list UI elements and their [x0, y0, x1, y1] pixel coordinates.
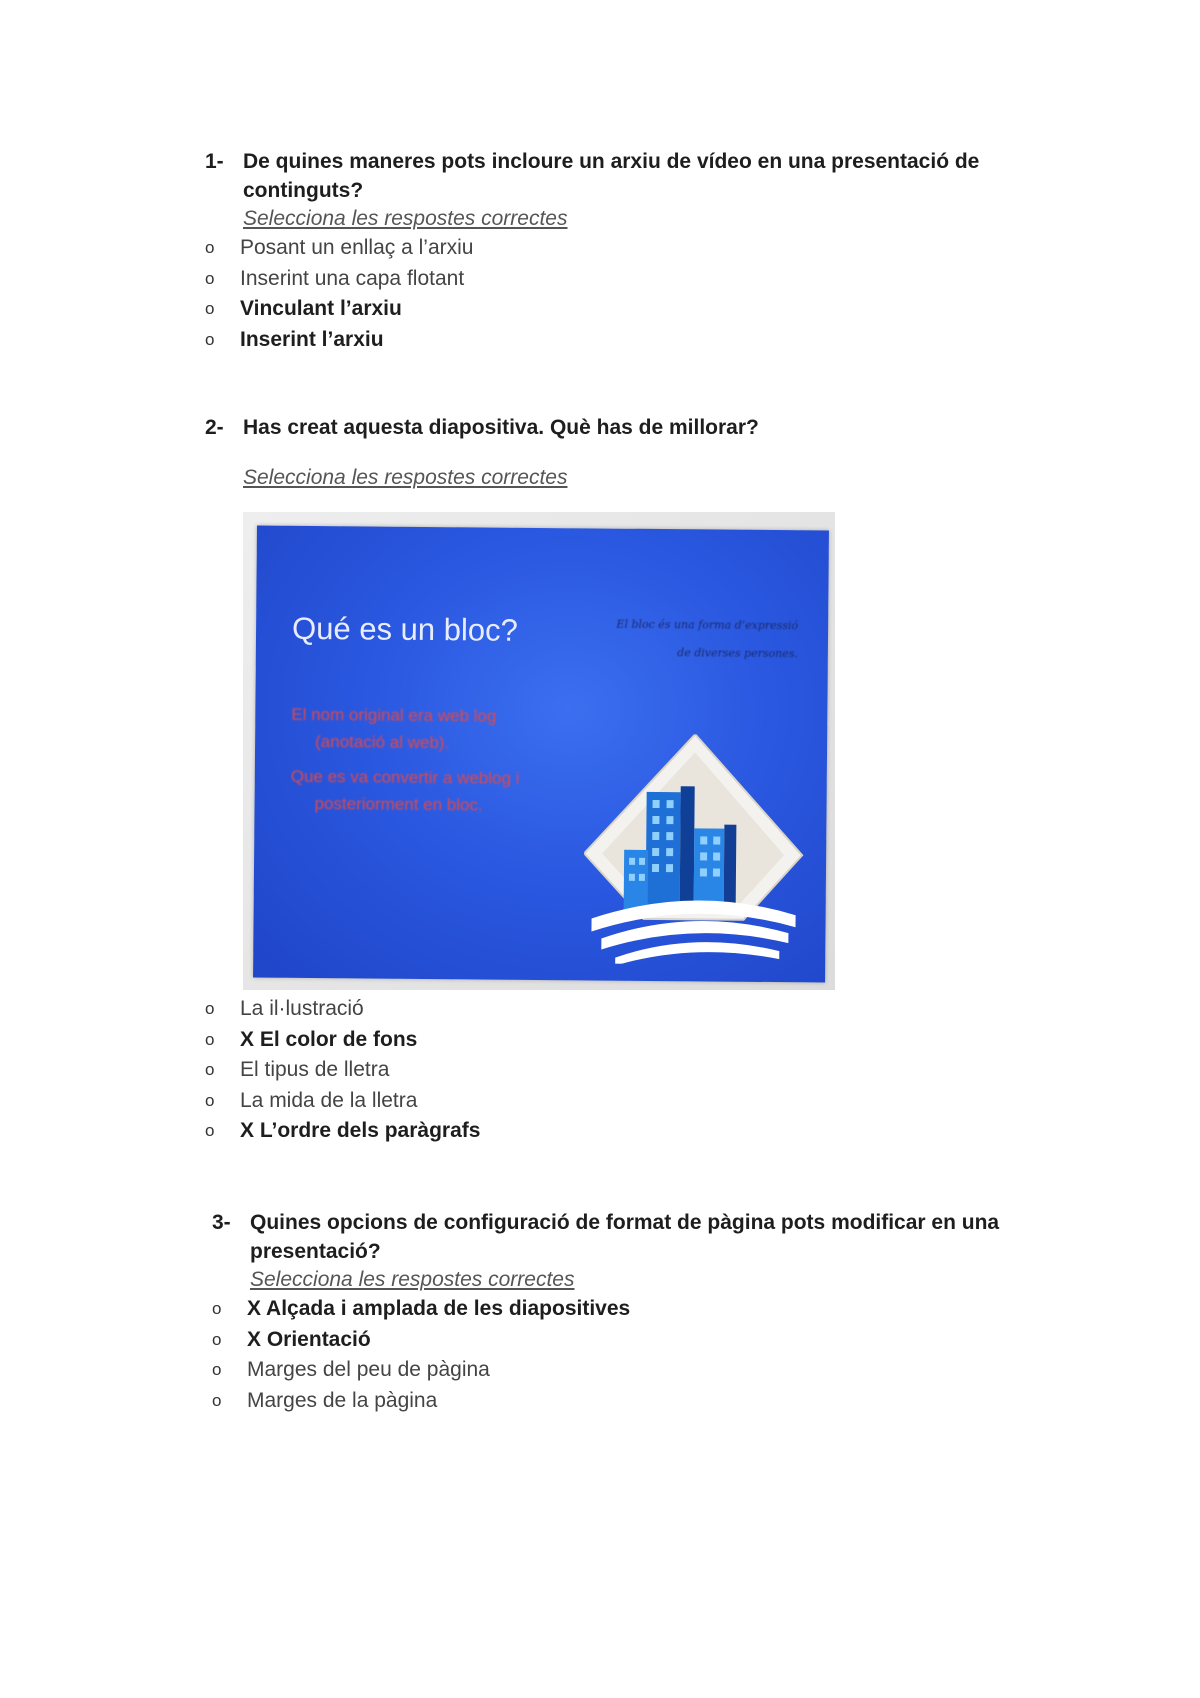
option-item[interactable]	[205, 994, 1025, 1025]
city-clipart-icon	[583, 733, 805, 965]
question-number: 1-	[205, 150, 224, 173]
option-label: X Alçada i amplada de les diapositives	[247, 1297, 631, 1321]
bullet-icon: o	[205, 1029, 215, 1049]
question-text: Quines opcions de configuració de format de pàgina pots modificar en una presentació?	[250, 1211, 1000, 1263]
bullet-icon: o	[205, 238, 215, 258]
option-item[interactable]	[205, 1025, 1025, 1056]
slide-photo	[243, 512, 835, 990]
slide-paragraph: El nom original era web log (anotació al web).	[291, 704, 497, 753]
option-list	[205, 233, 1025, 355]
option-label: Vinculant l’arxiu	[240, 297, 402, 321]
option-list	[205, 994, 1025, 1147]
question-number: 2-	[205, 416, 224, 439]
question-instruction: Selecciona les respostes correctes	[243, 466, 568, 489]
bullet-icon: o	[205, 1121, 215, 1141]
question-heading	[205, 413, 1025, 442]
option-item[interactable]	[205, 1116, 1025, 1147]
bullet-icon: o	[212, 1299, 222, 1319]
question-instruction: Selecciona les respostes correctes	[250, 1268, 575, 1291]
question-1	[205, 147, 1025, 355]
bullet-icon: o	[205, 1060, 215, 1080]
option-item[interactable]	[205, 264, 1025, 295]
question-heading	[212, 1208, 1032, 1266]
bullet-icon: o	[205, 329, 215, 349]
option-label: Inserint una capa flotant	[240, 266, 465, 290]
option-label: Marges de la pàgina	[247, 1388, 438, 1412]
bullet-icon: o	[212, 1390, 222, 1410]
option-item[interactable]	[205, 1055, 1025, 1086]
option-item[interactable]	[212, 1355, 1032, 1386]
option-label: Marges del peu de pàgina	[247, 1358, 490, 1382]
slide-quote-line: El bloc és una forma d’expressió	[616, 617, 799, 633]
question-3	[212, 1208, 1032, 1416]
bullet-icon: o	[205, 1090, 215, 1110]
option-label: Inserint l’arxiu	[240, 327, 384, 351]
slide-quote	[558, 610, 798, 668]
option-label: X L’ordre dels paràgrafs	[240, 1119, 481, 1143]
question-instruction: Selecciona les respostes correctes	[243, 207, 568, 230]
slide-title: Qué es un bloc?	[291, 610, 518, 648]
option-item[interactable]	[212, 1325, 1032, 1356]
bullet-icon: o	[212, 1329, 222, 1349]
question-number: 3-	[212, 1211, 231, 1234]
option-item[interactable]	[212, 1386, 1032, 1417]
slide-body	[290, 701, 551, 827]
slide-quote-line: de diverses persones.	[677, 646, 798, 661]
option-label: X El color de fons	[240, 1027, 418, 1051]
question-2-options	[205, 994, 1025, 1147]
option-item[interactable]	[205, 1086, 1025, 1117]
question-text: Has creat aquesta diapositiva. Què has de millorar?	[243, 416, 759, 439]
slide-paragraph: Que es va convertir a weblog i posteriorment en bloc.	[290, 766, 520, 815]
option-list	[212, 1294, 1032, 1416]
slide-preview	[253, 526, 829, 983]
option-label: Posant un enllaç a l’arxiu	[240, 236, 474, 260]
question-2	[205, 413, 1025, 492]
option-label: X Orientació	[247, 1327, 371, 1351]
option-item[interactable]	[205, 294, 1025, 325]
option-item[interactable]	[205, 325, 1025, 356]
option-item[interactable]	[205, 233, 1025, 264]
question-heading	[205, 147, 1025, 205]
bullet-icon: o	[205, 268, 215, 288]
bullet-icon: o	[205, 999, 215, 1019]
option-item[interactable]	[212, 1294, 1032, 1325]
option-label: La il·lustració	[240, 997, 364, 1021]
bullet-icon: o	[212, 1360, 222, 1380]
question-text: De quines maneres pots incloure un arxiu de vídeo en una presentació de continguts?	[243, 150, 980, 202]
option-label: El tipus de lletra	[240, 1058, 390, 1082]
option-label: La mida de la lletra	[240, 1088, 418, 1112]
bullet-icon: o	[205, 299, 215, 319]
